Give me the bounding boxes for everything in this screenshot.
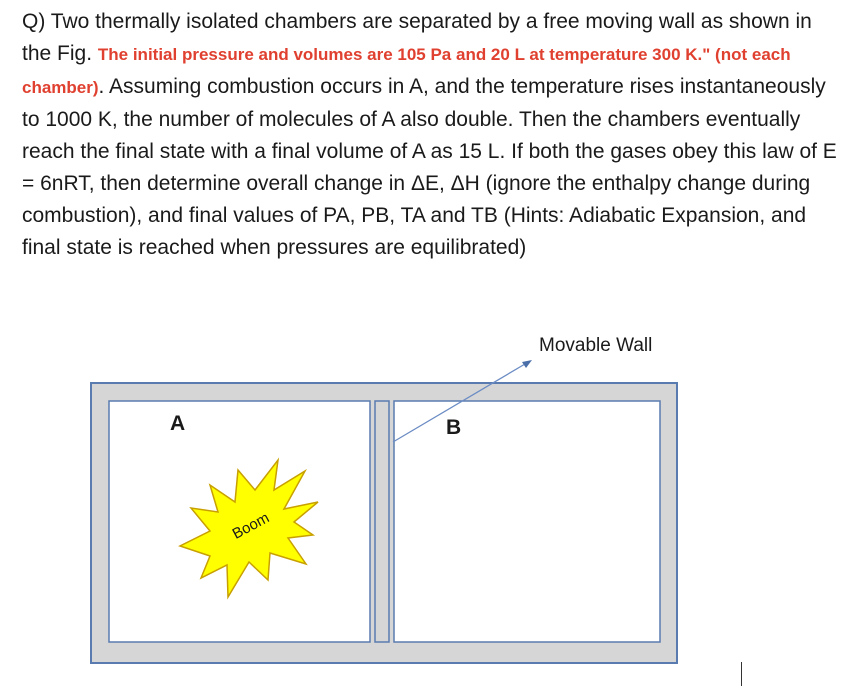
boom-text: Boom bbox=[229, 509, 273, 543]
question-body: . Assuming combustion occurs in A, and the temperature rises instantaneously to 1000 K, the number of molecules of A also double. Then the chambers eventually reach the final state with a final volume of A as 15 L. If both the gases obey this law of E = 6nRT, then determine overall change in ΔE, ΔH (ignore the enthalpy change during combustion), and final values of PA, PB, TA and TB (Hints: Adiabatic Expansion, and final state is reached when pressures are equilibrated) bbox=[22, 75, 837, 259]
chamber-a-label: A bbox=[170, 412, 186, 435]
question-prefix: Q) Two thermally isolated chambers are separated by a free moving wall as shown in the Fig. bbox=[22, 10, 812, 65]
movable-wall bbox=[375, 401, 389, 642]
movable-wall-label: Movable Wall bbox=[539, 335, 653, 356]
wall-pointer-arrowhead bbox=[522, 360, 532, 368]
text-cursor bbox=[741, 662, 742, 686]
chamber-b bbox=[394, 401, 660, 642]
chamber-b-label: B bbox=[446, 416, 462, 439]
question-highlight: The initial pressure and volumes are 105 Pa and 20 L at temperature 300 K." (not each chamber) bbox=[22, 45, 791, 97]
